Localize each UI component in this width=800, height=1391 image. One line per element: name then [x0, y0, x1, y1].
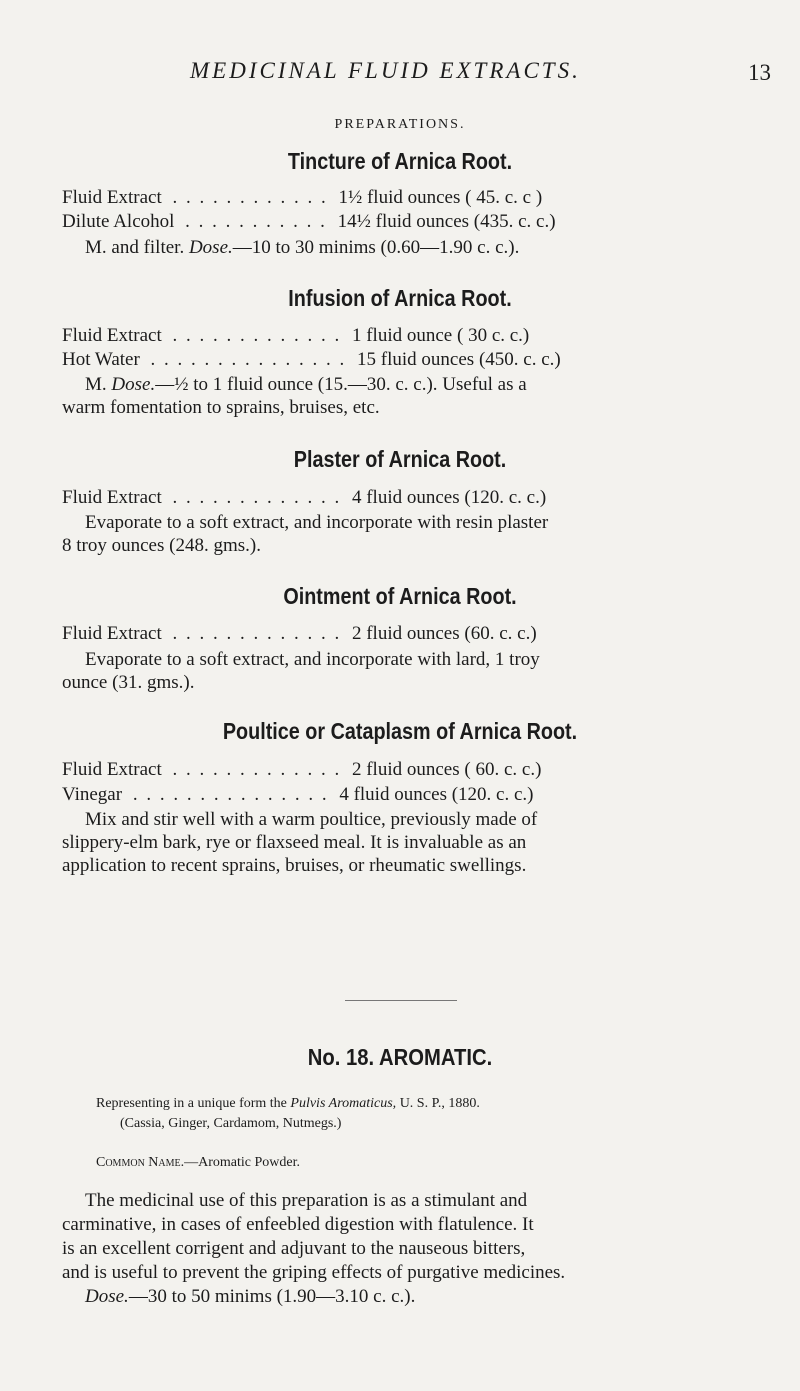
- dose-text: —30 to 50 minims (1.90—3.10 c. c.).: [128, 1286, 416, 1307]
- dose-text: —10 to 30 minims (0.60—1.90 c. c.).: [232, 237, 520, 258]
- poultice-directions-line1: Mix and stir well with a warm poultice, previously made of: [85, 809, 538, 830]
- ingredient-quantity: 2 fluid ounces ( 60. c. c.): [351, 759, 542, 780]
- aromatic-body-line4: and is useful to prevent the griping effects of purgative medicines.: [62, 1262, 566, 1283]
- latin-name: Pulvis Aromaticus,: [290, 1096, 397, 1111]
- ointment-directions-line2: ounce (31. gms.).: [62, 672, 195, 693]
- ointment-line-fluid-extract: [62, 624, 742, 643]
- ointment-directions-line1: Evaporate to a soft extract, and incorporate with lard, 1 troy: [85, 649, 540, 670]
- page-number: 13: [748, 60, 771, 85]
- infusion-line-hot-water: [62, 350, 742, 369]
- directions-text: M.: [85, 374, 107, 395]
- ingredient-name: Vinegar: [62, 784, 123, 805]
- ingredient-name: Fluid Extract: [62, 623, 162, 644]
- poultice-line-fluid-extract: [62, 760, 742, 779]
- ingredient-quantity: 2 fluid ounces (60. c. c.): [351, 623, 537, 644]
- leader-dots: . . . . . . . . . . . .: [172, 187, 328, 208]
- infusion-directions-line2: warm fomentation to sprains, bruises, etc.: [62, 397, 380, 418]
- ingredient-quantity: 15 fluid ounces (450. c. c.): [357, 349, 561, 370]
- leader-dots: . . . . . . . . . . . . . . .: [150, 349, 347, 370]
- aromatic-representing: [96, 1094, 480, 1114]
- ingredient-name: Fluid Extract: [62, 759, 162, 780]
- plaster-heading: Plaster of Arnica Root.: [293, 446, 507, 472]
- section-label: PREPARATIONS.: [334, 117, 466, 132]
- plaster-line-fluid-extract: [62, 488, 742, 507]
- ingredient-quantity: 4 fluid ounces (120. c. c.): [351, 487, 547, 508]
- ingredient-name: Dilute Alcohol: [62, 211, 175, 232]
- infusion-heading: Infusion of Arnica Root.: [288, 285, 512, 311]
- ingredient-name: Hot Water: [62, 349, 140, 370]
- ingredient-quantity: 1½ fluid ounces ( 45. c. c ): [338, 187, 543, 208]
- aromatic-heading: No. 18. AROMATIC.: [307, 1044, 493, 1070]
- tincture-heading: Tincture of Arnica Root.: [287, 148, 513, 174]
- directions-text: M. and filter.: [85, 237, 185, 258]
- ingredient-quantity: 1 fluid ounce ( 30 c. c.): [351, 325, 530, 346]
- common-name-label: Common Name.: [96, 1155, 185, 1170]
- leader-dots: . . . . . . . . . . . . .: [172, 623, 342, 644]
- representing-text: Representing in a unique form the: [96, 1096, 287, 1111]
- aromatic-common-name: [96, 1153, 300, 1173]
- ingredient-name: Fluid Extract: [62, 325, 162, 346]
- dose-label: Dose.: [85, 1286, 129, 1307]
- ingredient-quantity: 14½ fluid ounces (435. c. c.): [337, 211, 556, 232]
- leader-dots: . . . . . . . . . . . . .: [172, 487, 342, 508]
- dose-label: Dose.: [111, 374, 156, 395]
- aromatic-dose: [85, 1287, 765, 1306]
- tincture-line-fluid-extract: [62, 188, 742, 207]
- tincture-directions: [85, 238, 765, 257]
- infusion-directions-line1: [85, 375, 765, 394]
- ingredient-name: Fluid Extract: [62, 487, 162, 508]
- leader-dots: . . . . . . . . . . . . . . .: [132, 784, 329, 805]
- aromatic-body-line1: The medicinal use of this preparation is as a stimulant and: [85, 1190, 528, 1211]
- running-title: MEDICINAL FLUID EXTRACTS.: [190, 58, 581, 83]
- section-divider: [345, 1000, 457, 1001]
- leader-dots: . . . . . . . . . . .: [185, 211, 327, 232]
- dose-text: —½ to 1 fluid ounce (15.—30. c. c.). Useful as a: [155, 374, 527, 395]
- poultice-directions-line2: slippery-elm bark, rye or flaxseed meal. It is invaluable as an: [62, 832, 527, 853]
- dose-label: Dose.: [188, 237, 233, 258]
- poultice-heading: Poultice or Cataplasm of Arnica Root.: [222, 718, 578, 744]
- poultice-line-vinegar: [62, 785, 742, 804]
- plaster-directions-line1: Evaporate to a soft extract, and incorporate with resin plaster: [85, 512, 549, 533]
- aromatic-ingredients: (Cassia, Ginger, Cardamom, Nutmegs.): [120, 1116, 342, 1131]
- plaster-directions-line2: 8 troy ounces (248. gms.).: [62, 535, 261, 556]
- ingredient-name: Fluid Extract: [62, 187, 162, 208]
- leader-dots: . . . . . . . . . . . . .: [172, 759, 342, 780]
- leader-dots: . . . . . . . . . . . . .: [172, 325, 342, 346]
- ingredient-quantity: 4 fluid ounces (120. c. c.): [339, 784, 534, 805]
- infusion-line-fluid-extract: [62, 326, 742, 345]
- common-name-value: —Aromatic Powder.: [184, 1155, 300, 1170]
- poultice-directions-line3: application to recent sprains, bruises, or rheumatic swellings.: [62, 855, 527, 876]
- aromatic-body-line2: carminative, in cases of enfeebled digestion with flatulence. It: [62, 1214, 534, 1235]
- pharmacopoeia-ref: U. S. P., 1880.: [399, 1096, 480, 1111]
- ointment-heading: Ointment of Arnica Root.: [283, 583, 517, 609]
- aromatic-body-line3: is an excellent corrigent and adjuvant to the nauseous bitters,: [62, 1238, 526, 1259]
- tincture-line-dilute-alcohol: [62, 212, 742, 231]
